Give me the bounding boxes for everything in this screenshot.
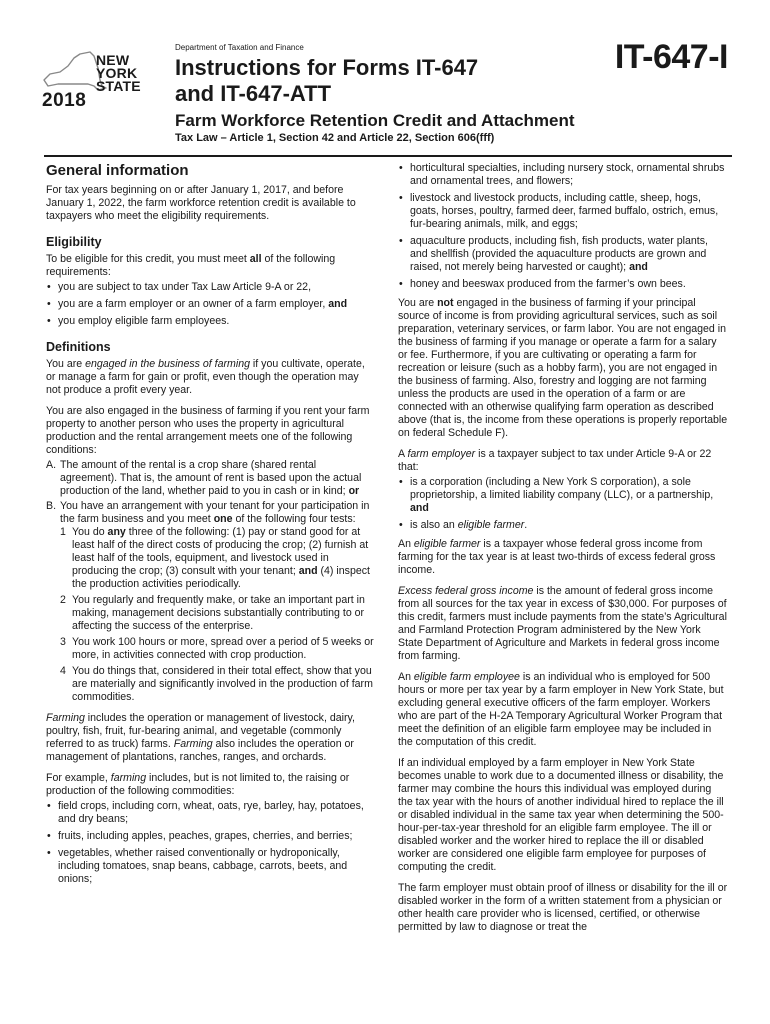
farming-example-intro: For example, farming includes, but is not limited to, the raising or production of the following commodities: xyxy=(46,772,350,797)
general-information-text: For tax years beginning on or after January 1, 2017, and before January 1, 2022, the farm workforce retention credit is available to taxpayers who meet the eligibility requirements. xyxy=(46,184,356,222)
general-information-heading: General information xyxy=(46,162,189,179)
rental-conditions-intro: You are also engaged in the business of farming if you rent your farm property to another person who uses the property in agricultural production and the rental arrangement meets one of the following conditions: xyxy=(46,405,370,456)
list-item: A. The amount of the rental is a crop share (shared rental agreement). That is, the amount of rent is based upon the actual production of the land, whether paid to you in cash or in kind; or xyxy=(46,459,362,497)
list-item: 3 You work 100 hours or more, spread over a period of 5 weeks or more, in activities connected with crop production. xyxy=(60,636,374,661)
illness-disability-paragraph: If an individual employed by a farm employer in New York State becomes unable to work due to a documented illness or disability, the farmer may combine the hours this individual was employed during the tax year with the hours of another individual hired to replace the ill or disabled individual in the same tax year when determining the 500-hour-per-tax-year threshold for an eligible farm employee. The ill or disabled worker and the worker hired to replace the ill or disabled worker are considered one eligible farm employee for purposes of computing the credit. xyxy=(398,757,724,873)
list-item: • you employ eligible farm employees. xyxy=(46,315,376,328)
nys-logo xyxy=(40,50,152,114)
commodities-list xyxy=(46,800,376,886)
farm-employer-list xyxy=(398,476,728,532)
right-column xyxy=(398,162,728,942)
farming-definition: Farming includes the operation or management of livestock, dairy, poultry, fish, fruit, fur-bearing animal, and vegetable (commonly referred to as truck) farms. Farming also includes the operation or management of plantations, ranches, ranges, and orchards. xyxy=(46,712,355,763)
eligibility-intro: To be eligible for this credit, you must meet all of the following requirements: xyxy=(46,253,336,278)
list-item: • field crops, including corn, wheat, oats, rye, barley, hay, potatoes, and dry beans; xyxy=(46,800,376,826)
department-name: Department of Taxation and Finance xyxy=(175,43,304,52)
list-item: B. You have an arrangement with your tenant for your participation in the farm business and you meet one of the following four tests: 1 You do any three of the following: (1) pay or stand good for at least half of the direct costs of producing the crop; (2) furnish at least half of the tools, equipment, and livestock used in producing the crop; (3) consult with your tenant; and (4) inspect the production activities periodically. 2 You regularly and frequently make, or take an important part in making, management decisions substantially contributing to or affecting the success of the enterprise. 3 You work 100 hours or more, spread over a period of 5 weeks or more, in activities connected with crop production. 4 You do things that, considered in their total effect, show that you are materially and significantly involved in the production of farm commodities. xyxy=(46,500,376,704)
list-item: • vegetables, whether raised conventionally or hydroponically, including tomatoes, snap beans, cabbage, carrots, beets, and onions; xyxy=(46,847,376,886)
definitions-heading: Definitions xyxy=(46,340,111,354)
list-item: • livestock and livestock products, including cattle, sheep, hogs, goats, horses, poultry, farmed deer, farmed buffalo, ostrich, emus, fur-bearing animals, milk, and eggs; xyxy=(398,192,728,231)
commodities-list-continued xyxy=(398,162,728,291)
rental-conditions-list xyxy=(46,459,376,704)
list-item: 1 You do any three of the following: (1) pay or stand good for at least half of the direct costs of producing the crop; (2) furnish at least half of the tools, equipment, and livestock used in producing the crop; (3) consult with your tenant; and (4) inspect the production activities periodically. xyxy=(60,526,370,590)
tests-list xyxy=(60,526,376,704)
document-subtitle: Farm Workforce Retention Credit and Attachment xyxy=(175,111,575,130)
list-item: • you are subject to tax under Tax Law Article 9-A or 22, xyxy=(46,281,376,294)
definition-business-of-farming: You are engaged in the business of farming if you cultivate, operate, or manage a farm for gain or profit, even though the operation may not produce a profit every year. xyxy=(46,358,365,396)
form-number: IT-647-I xyxy=(614,38,728,76)
list-item: • is also an eligible farmer. xyxy=(398,519,728,532)
list-item: • is a corporation (including a New York S corporation), a sole proprietorship, a limited liability company (LLC), or a partnership, and xyxy=(398,476,728,515)
document-title: Instructions for Forms IT-647 and IT-647-ATT xyxy=(175,55,479,106)
proof-of-illness-paragraph: The farm employer must obtain proof of illness or disability for the ill or disabled worker in the form of a written statement from a physician or other health care provider who is licensed, certified, or otherwise permitted by law to diagnose or treat the xyxy=(398,882,728,933)
left-column xyxy=(46,162,376,892)
tax-law-reference: Tax Law – Article 1, Section 42 and Article 22, Section 606(fff) xyxy=(175,132,495,144)
list-item: • you are a farm employer or an owner of a farm employer, and xyxy=(46,298,376,311)
eligible-farm-employee-definition: An eligible farm employee is an individual who is employed for 500 hours or more per tax year by a farm employer in New York State, but excluding general executive officers of the farm employer. Workers who are part of the H-2A Temporary Agricultural Worker Program that meet the definition of an eligible farm employee may be included in the computation of this credit. xyxy=(398,671,724,748)
not-farming-paragraph: You are not engaged in the business of farming if your principal source of income is from providing agricultural services, such as soil preparation, veterinary services, or farm labor. You are not engaged in the business of farming if you manage or operate a farm for a salary or fee. Furthermore, if you are cultivating or operating a farm for recreation or leisure (such as a hobby farm), you are not engaged in the business of farming. Also, forestry and logging are not farming unless the products are used in the operation of a farm or are connected with an otherwise qualifying farm operation as described above (that is, the income from these operations is properly reportable on federal Schedule F). xyxy=(398,297,728,439)
excess-federal-gross-income-definition: Excess federal gross income is the amount of federal gross income from all sources for the tax year in excess of $30,000. For purposes of this credit, farmers must include payments from the state’s Agricultural and Farmland Protection Program administered by the New York State Department of Agriculture and Markets in federal gross income from farming. xyxy=(398,585,727,662)
farm-employer-definition: A farm employer is a taxpayer subject to tax under Article 9-A or 22 that: xyxy=(398,448,712,473)
list-item: 2 You regularly and frequently make, or take an important part in making, management decisions substantially contributing to or affecting the success of the enterprise. xyxy=(60,594,365,632)
eligibility-list xyxy=(46,281,376,328)
eligibility-heading: Eligibility xyxy=(46,235,102,249)
list-item: • fruits, including apples, peaches, grapes, cherries, and berries; xyxy=(46,830,376,843)
eligible-farmer-definition: An eligible farmer is a taxpayer whose federal gross income from farming for the tax year is at least two-thirds of excess federal gross income. xyxy=(398,538,716,576)
tax-year: 2018 xyxy=(42,90,87,111)
list-item: • honey and beeswax produced from the farmer’s own bees. xyxy=(398,278,728,291)
list-item: • aquaculture products, including fish, fish products, water plants, and shellfish (provided the aquaculture products are grown and raised, not merely being harvested or caught); and xyxy=(398,235,728,274)
list-item: 4 You do things that, considered in their total effect, show that you are materially and significantly involved in the production of farm commodities. xyxy=(60,665,373,703)
header-divider xyxy=(44,155,732,157)
nys-wordmark: NEW YORK STATE xyxy=(96,52,141,94)
list-item: • horticultural specialties, including nursery stock, ornamental shrubs and ornamental trees, and flowers; xyxy=(398,162,728,188)
